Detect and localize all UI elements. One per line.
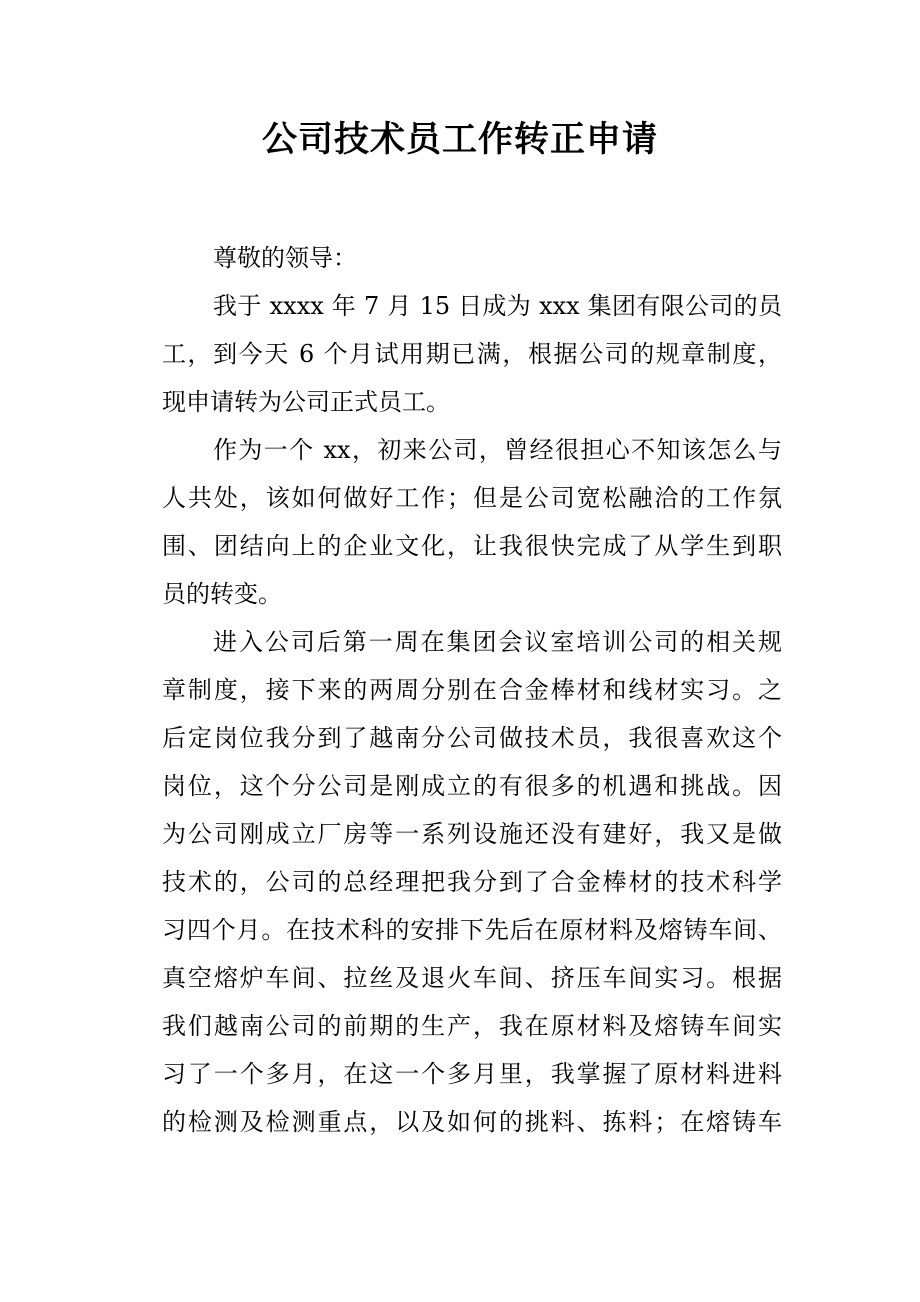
text-line: 我于 xxxx 年 7 月 15 日成为 xxx 集团有限公司的员 <box>213 292 782 320</box>
text-line: 习了一个多月，在这一个多月里，我掌握了原材料进料 <box>162 1060 782 1088</box>
text-line: 围、团结向上的企业文化，让我很快完成了从学生到职 <box>162 532 782 560</box>
text-line: 后定岗位我分到了越南分公司做技术员，我很喜欢这个 <box>162 724 782 752</box>
text-line: 工，到今天 6 个月试用期已满，根据公司的规章制度， <box>162 340 782 368</box>
document-body <box>162 234 782 1146</box>
text-line: 习四个月。在技术科的安排下先后在原材料及熔铸车间、 <box>162 916 782 944</box>
text-line: 现申请转为公司正式员工。 <box>162 388 450 416</box>
text-line: 员的转变。 <box>162 580 282 608</box>
text-line: 真空熔炉车间、拉丝及退火车间、挤压车间实习。根据 <box>162 964 782 992</box>
text-line: 人共处，该如何做好工作；但是公司宽松融洽的工作氛 <box>162 484 782 512</box>
text-line: 我们越南公司的前期的生产，我在原材料及熔铸车间实 <box>162 1012 782 1040</box>
salutation: 尊敬的领导： <box>213 244 357 272</box>
text-line: 作为一个 xx，初来公司，曾经很担心不知该怎么与 <box>213 436 782 464</box>
document-title: 公司技术员工作转正申请 <box>261 119 658 160</box>
text-line: 章制度，接下来的两周分别在合金棒材和线材实习。之 <box>162 676 782 704</box>
text-line: 岗位，这个分公司是刚成立的有很多的机遇和挑战。因 <box>162 772 782 800</box>
text-line: 进入公司后第一周在集团会议室培训公司的相关规 <box>213 628 782 656</box>
text-line: 为公司刚成立厂房等一系列设施还没有建好，我又是做 <box>162 820 782 848</box>
text-line: 的检测及检测重点，以及如何的挑料、拣料；在熔铸车 <box>162 1108 782 1136</box>
text-line: 技术的，公司的总经理把我分到了合金棒材的技术科学 <box>162 868 782 896</box>
